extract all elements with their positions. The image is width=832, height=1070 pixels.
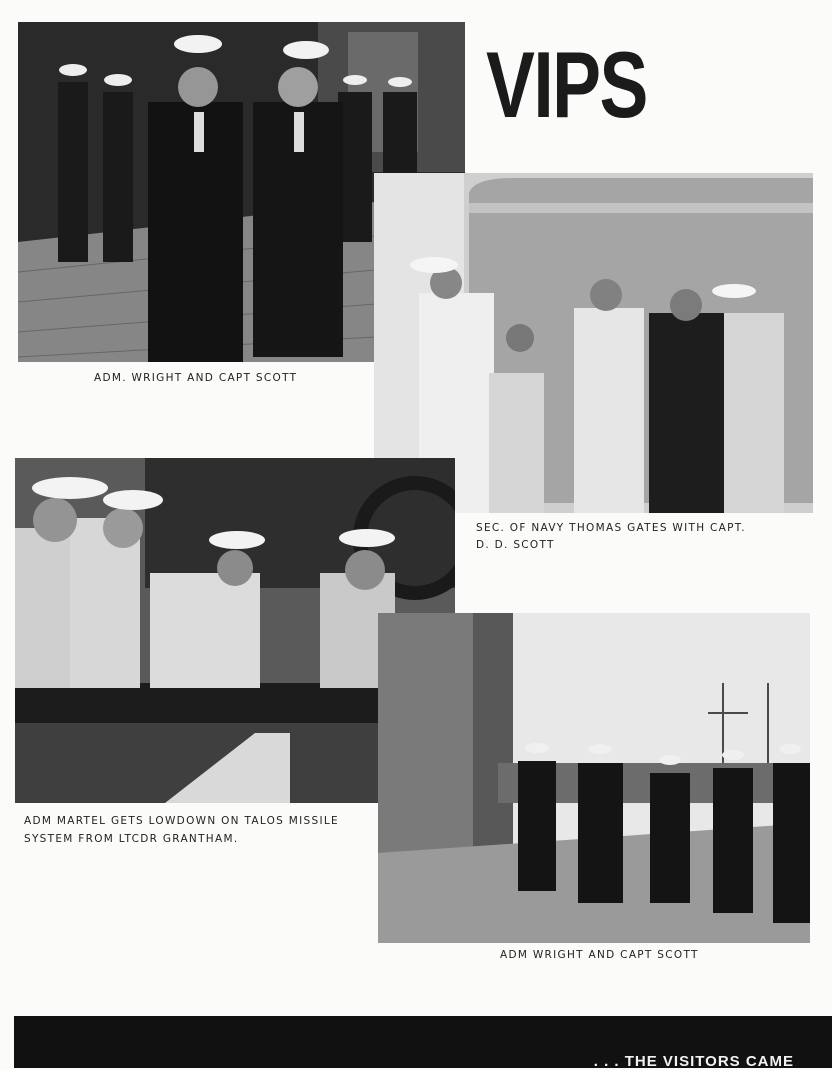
caption-adm-wright-deck: ADM. WRIGHT AND CAPT SCOTT [94, 372, 298, 384]
caption-sec-navy-gates-line1: SEC. OF NAVY THOMAS GATES WITH CAPT. [476, 522, 746, 534]
footer-band [14, 1016, 832, 1068]
caption-adm-martel-line2: SYSTEM FROM LTCDR GRANTHAM. [24, 833, 239, 845]
caption-adm-martel-line1: ADM MARTEL GETS LOWDOWN ON TALOS MISSILE [24, 815, 339, 827]
caption-sec-navy-gates-line2: D. D. SCOTT [476, 539, 555, 551]
photo-adm-wright-pier [378, 613, 810, 943]
caption-adm-wright-pier: ADM WRIGHT AND CAPT SCOTT [500, 949, 699, 961]
page-title: VIPS [486, 32, 647, 137]
footer-text: . . . THE VISITORS CAME [593, 1053, 794, 1070]
